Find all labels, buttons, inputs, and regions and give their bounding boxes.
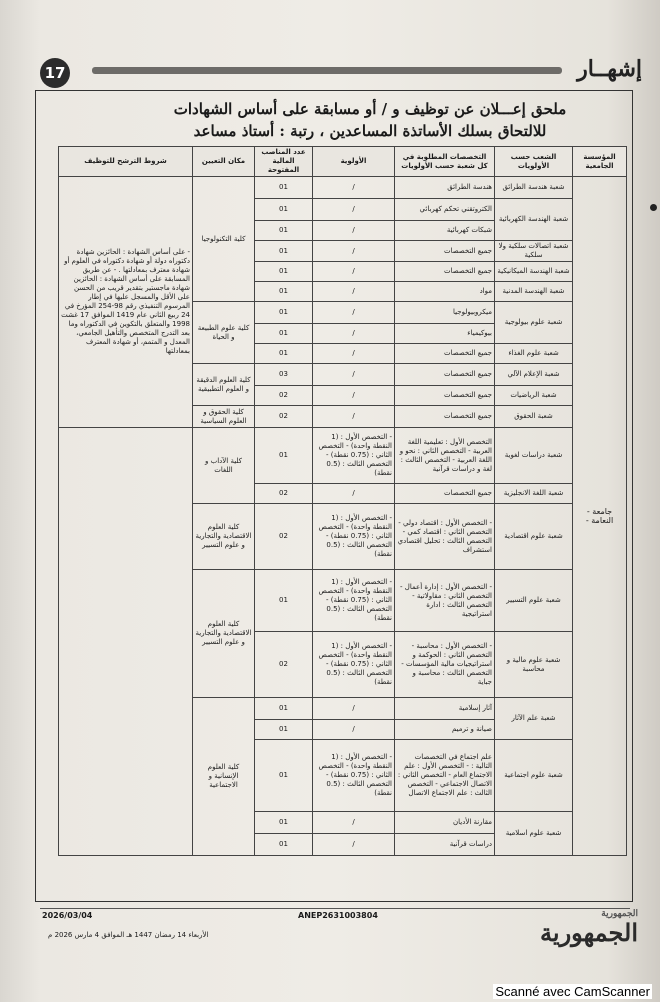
table-row	[59, 428, 627, 484]
posts-cell: 02	[255, 484, 313, 504]
priority-cell: /	[313, 720, 395, 740]
spec-cell: جميع التخصصات	[395, 344, 495, 364]
spec-cell: ميكروبيولوجيا	[395, 302, 495, 324]
posts-cell: 01	[255, 834, 313, 856]
posts-cell: 01	[255, 428, 313, 484]
posts-cell: 01	[255, 720, 313, 740]
posts-cell: 01	[255, 302, 313, 324]
priority-cell: /	[313, 282, 395, 302]
priority-cell: /	[313, 177, 395, 199]
positions-table	[58, 146, 627, 856]
priority-cell: /	[313, 302, 395, 324]
spec-cell: مقارنة الأديان	[395, 812, 495, 834]
branch-cell: شعبة الهندسة الميكانيكية	[495, 262, 573, 282]
priority-cell: /	[313, 698, 395, 720]
spec-cell: - التخصص الأول : إدارة أعمال - التخصص الثاني : مقاولاتية - التخصص الثالث : ادارة استراتيجية	[395, 570, 495, 632]
priority-cell: - التخصص الأول : (1 النقطة واحدة) - التخصص الثاني : (0.75 نقطة) - التخصص الثالث : (0.5 نقطة)	[313, 504, 395, 570]
table-header-row	[59, 147, 627, 177]
branch-cell: شعبة هندسة الطرائق	[495, 177, 573, 199]
section-title: إشهــار	[577, 56, 642, 82]
priority-cell: /	[313, 221, 395, 241]
priority-cell: /	[313, 386, 395, 406]
posts-cell: 01	[255, 262, 313, 282]
col-header: المؤسسة الجامعية	[573, 147, 627, 177]
posts-cell: 01	[255, 344, 313, 364]
spec-cell: - التخصص الأول : اقتصاد دولي - التخصص الثاني : اقتصاد كمي - التخصص الثالث : تحليل اقتصادي استشراف	[395, 504, 495, 570]
priority-cell: /	[313, 406, 395, 428]
scanner-watermark: Scanné avec CamScanner	[495, 984, 650, 999]
announcement-title	[110, 98, 630, 142]
spec-cell: جميع التخصصات	[395, 364, 495, 386]
branch-cell: شعبة علم الآثار	[495, 698, 573, 740]
branch-cell: شعبة الرياضيات	[495, 386, 573, 406]
posts-cell: 01	[255, 241, 313, 262]
branch-cell: شعبة اتصالات سلكية ولا سلكية	[495, 241, 573, 262]
priority-cell: - التخصص الأول : (1 النقطة واحدة) - التخصص الثاني : (0.75 نقطة) - التخصص الثالث : (0.5 نقطة)	[313, 428, 395, 484]
spec-cell: علم اجتماع في التخصصات التالية : - التخصص الأول : علم الاجتماع العام - التخصص الثاني : الاتصال الاجتماعي - التخصص الثالث : علم الاجتماع الاتصال	[395, 740, 495, 812]
posts-cell: 01	[255, 698, 313, 720]
priority-cell: /	[313, 199, 395, 221]
header-bar	[92, 67, 562, 74]
priority-cell: /	[313, 834, 395, 856]
branch-cell: شعبة اللغة الانجليزية	[495, 484, 573, 504]
table-row	[59, 177, 627, 199]
branch-cell: شعبة علوم بيولوجية	[495, 302, 573, 344]
posts-cell: 01	[255, 177, 313, 199]
priority-cell: - التخصص الأول : (1 النقطة واحدة) - التخصص الثاني : (0.75 نقطة) - التخصص الثالث : (0.5 نقطة)	[313, 570, 395, 632]
spec-cell: التخصص الأول : تعليمية اللغة العربية - التخصص الثاني : نحو و اللغة العربية - التخصص الثالث : لغة و دراسات قرآنية	[395, 428, 495, 484]
posts-cell: 01	[255, 199, 313, 221]
newspaper-logo: الجمهورية	[540, 918, 638, 947]
place-cell: كلية علوم الطبيعة و الحياة	[193, 302, 255, 364]
priority-cell: /	[313, 364, 395, 386]
place-cell: كلية العلوم الاقتصادية والتجارية و علوم التسيير	[193, 504, 255, 570]
posts-cell: 02	[255, 632, 313, 698]
branch-cell: شعبة الإعلام الآلي	[495, 364, 573, 386]
posts-cell: 01	[255, 221, 313, 241]
priority-cell: - التخصص الأول : (1 النقطة واحدة) - التخصص الثاني : (0.75 نقطة) - التخصص الثالث : (0.5 نقطة)	[313, 632, 395, 698]
posts-cell: 01	[255, 282, 313, 302]
spec-cell: مواد	[395, 282, 495, 302]
posts-cell: 01	[255, 324, 313, 344]
branch-cell: شعبة علوم مالية و محاسبة	[495, 632, 573, 698]
branch-cell: شعبة علوم اسلامية	[495, 812, 573, 856]
branch-cell: شعبة الهندسة المدنية	[495, 282, 573, 302]
place-cell: كلية العلوم الدقيقة و العلوم التطبيقية	[193, 364, 255, 406]
branch-cell: شعبة دراسات لغوية	[495, 428, 573, 484]
priority-cell: /	[313, 324, 395, 344]
spec-cell: دراسات قرآنية	[395, 834, 495, 856]
posts-cell: 03	[255, 364, 313, 386]
newspaper-logo-small: الجمهورية	[601, 909, 638, 919]
col-header: مكان التعيين	[193, 147, 255, 177]
spec-cell: - التخصص الأول : محاسبة - التخصص الثاني : الحوكمة و استراتيجيات مالية المؤسسات - التخصص الثالث : محاسبة و جباية	[395, 632, 495, 698]
col-header: الأولوية	[313, 147, 395, 177]
priority-cell: /	[313, 241, 395, 262]
place-cell: كلية التكنولوجيا	[193, 177, 255, 302]
spec-cell: شبكات كهربائية	[395, 221, 495, 241]
priority-cell: /	[313, 484, 395, 504]
branch-cell: شعبة علوم اقتصادية	[495, 504, 573, 570]
priority-cell: /	[313, 262, 395, 282]
spec-cell: جميع التخصصات	[395, 241, 495, 262]
col-header: شروط الترشح للتوظيف	[59, 147, 193, 177]
priority-cell: /	[313, 344, 395, 364]
branch-cell: شعبة الهندسة الكهربائية	[495, 199, 573, 241]
spec-cell: جميع التخصصات	[395, 406, 495, 428]
spec-cell: بيوكيمياء	[395, 324, 495, 344]
posts-cell: 02	[255, 386, 313, 406]
posts-cell: 01	[255, 740, 313, 812]
priority-cell: /	[313, 812, 395, 834]
spec-cell: جميع التخصصات	[395, 386, 495, 406]
col-header: عدد المناصب المالية المفتوحة	[255, 147, 313, 177]
institution-cell: جامعة - النعامة -	[573, 177, 627, 856]
binder-hole	[650, 204, 657, 211]
conditions-cell-empty	[59, 428, 193, 856]
title-line-1: ملحق إعـــلان عن توظيف و / أو مسابقة على أساس الشهادات	[173, 100, 567, 118]
conditions-cell: - على أساس الشهادة : الحائزين شهادة دكتوراه دولة أو شهادة دكتوراه في العلوم أو شهادة معترف بمعادلتها . - عن طريق المسابقة على أساس الشهادة : الحائزين شهادة ماجستير بتقدير قريب من الحسن على الأقل والمسجل عليها في إطار المرسوم التنفيذي رقم 98-254 المؤرخ في 24 ربيع الثاني عام 1419 الموافق 17 غشت 1998 والمتعلق بالتكوين في الدكتوراه وما بعد التدرج المتخصص والتأهيل الجامعي، المعدل و المتمم، أو شهادة المعترف بمعادلتها	[59, 177, 193, 428]
place-cell: كلية الحقوق و العلوم السياسية	[193, 406, 255, 428]
branch-cell: شعبة علوم الغذاء	[495, 344, 573, 364]
publication-date: 2026/03/04	[42, 911, 93, 920]
branch-cell: شعبة علوم التسيير	[495, 570, 573, 632]
spec-cell: جميع التخصصات	[395, 484, 495, 504]
spec-cell: آثار إسلامية	[395, 698, 495, 720]
place-cell: كلية العلوم الإنسانية و الاجتماعية	[193, 698, 255, 856]
spec-cell: صيانة و ترميم	[395, 720, 495, 740]
posts-cell: 02	[255, 504, 313, 570]
anep-code: ANEP2631003804	[298, 911, 378, 920]
spec-cell: الكتروتقني تحكم كهربائي	[395, 199, 495, 221]
place-cell: كلية العلوم الاقتصادية والتجارية و علوم التسيير	[193, 570, 255, 698]
spec-cell: جميع التخصصات	[395, 262, 495, 282]
posts-cell: 01	[255, 570, 313, 632]
title-line-2: للالتحاق بسلك الأساتذة المساعدين ، رتبة : أستاذ مساعد	[193, 122, 547, 140]
spec-cell: هندسة الطرائق	[395, 177, 495, 199]
col-header: التخصصات المطلوبة في كل شعبة حسب الأولويات	[395, 147, 495, 177]
priority-cell: - التخصص الأول : (1 النقطة واحدة) - التخصص الثاني : (0.75 نقطة) - التخصص الثالث : (0.5 نقطة)	[313, 740, 395, 812]
posts-cell: 02	[255, 406, 313, 428]
branch-cell: شعبة علوم اجتماعية	[495, 740, 573, 812]
page-number-badge: 17	[40, 58, 70, 88]
branch-cell: شعبة الحقوق	[495, 406, 573, 428]
issue-date-line: الأربعاء 14 رمضان 1447 هـ الموافق 4 مارس 2026 م	[48, 931, 209, 939]
posts-cell: 01	[255, 812, 313, 834]
place-cell: كلية الآداب و اللغات	[193, 428, 255, 504]
footer-divider	[40, 908, 630, 909]
col-header: الشعب حسب الأولويات	[495, 147, 573, 177]
